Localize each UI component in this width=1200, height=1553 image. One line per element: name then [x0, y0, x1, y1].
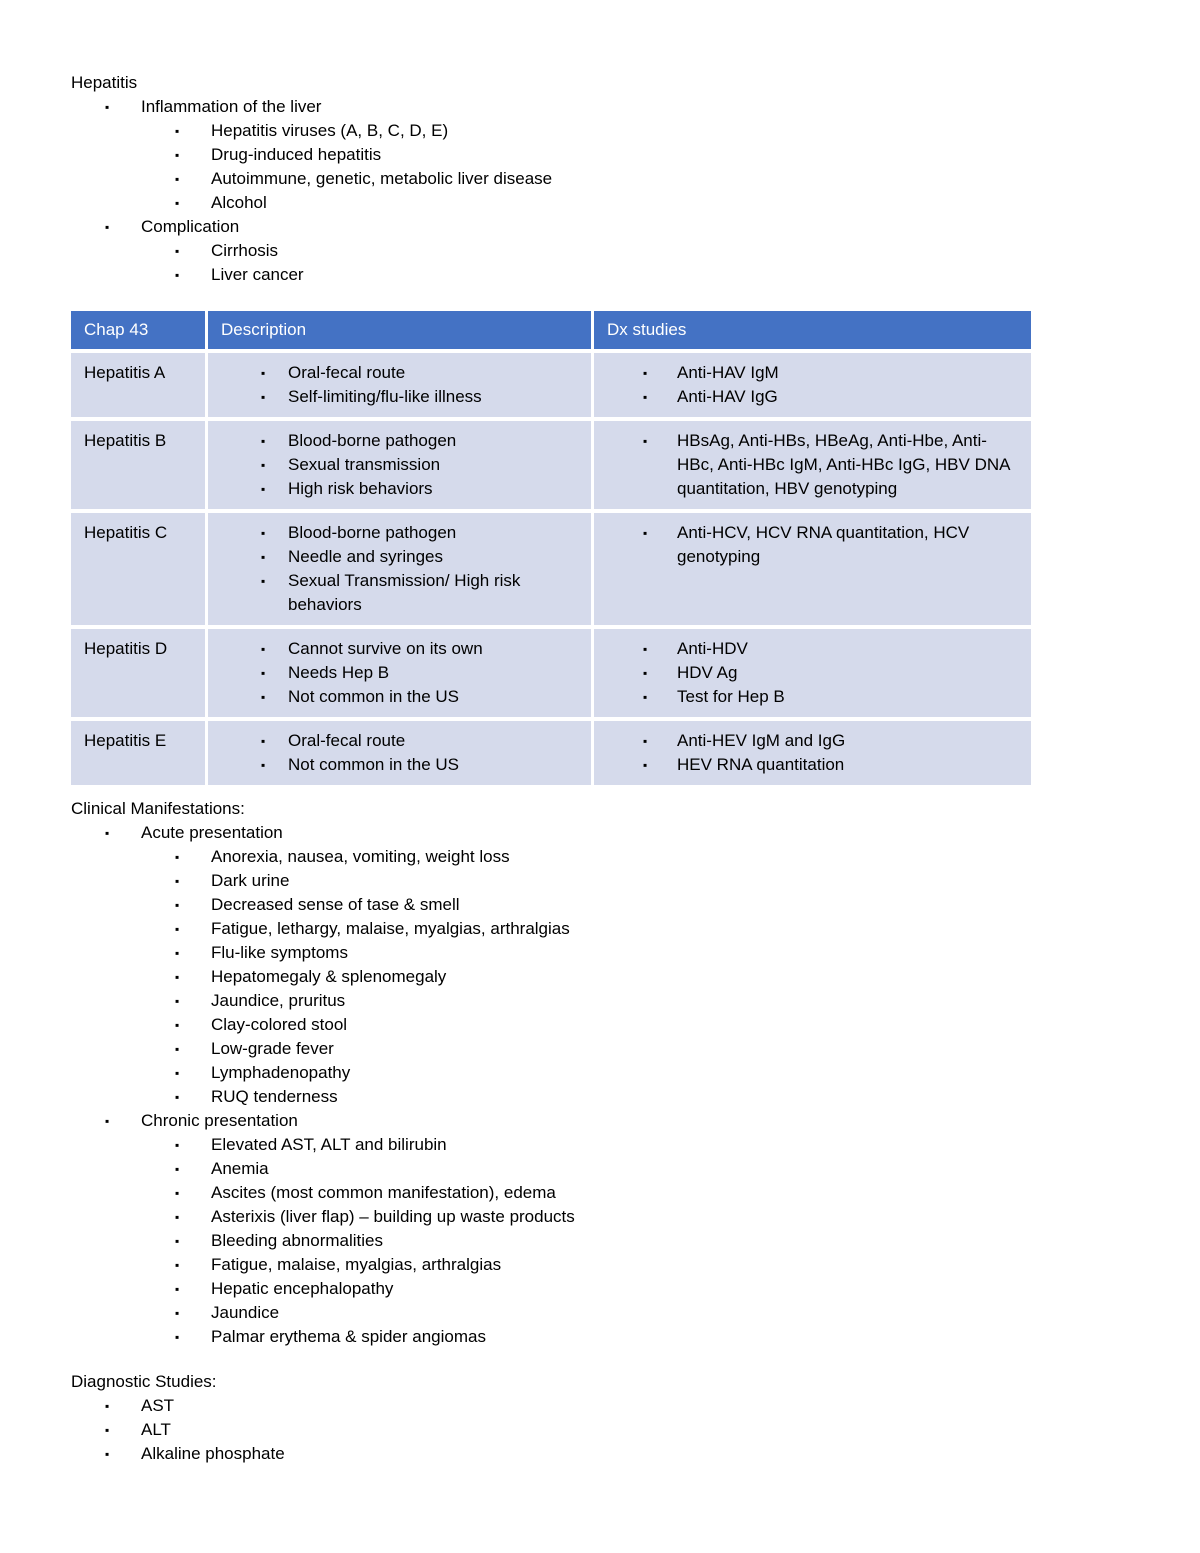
- list-item-label: Anti-HAV IgM: [677, 363, 779, 382]
- table-row: [71, 513, 1031, 629]
- bullet-icon: ▪: [643, 690, 648, 704]
- bullet-icon: ▪: [643, 390, 648, 404]
- description-cell: [208, 421, 594, 513]
- list-item-label: Hepatitis viruses (A, B, C, D, E): [211, 121, 449, 140]
- list-item: [221, 385, 579, 409]
- column-header-chap: Chap 43: [71, 311, 208, 353]
- bullet-icon: ▪: [175, 1258, 180, 1272]
- bullet-icon: ▪: [261, 734, 266, 748]
- bullet-icon: ▪: [261, 642, 266, 656]
- list-item-label: AST: [141, 1396, 175, 1415]
- list-item-label: Elevated AST, ALT and bilirubin: [211, 1135, 447, 1154]
- diagnostic-section: [71, 1370, 1031, 1466]
- list-item: [141, 263, 1031, 287]
- list-item-label: HDV Ag: [677, 663, 738, 682]
- list-item-label: Alkaline phosphate: [141, 1444, 285, 1463]
- diagnostic-title: Diagnostic Studies:: [71, 1372, 217, 1391]
- list-item-label: Hepatic encephalopathy: [211, 1279, 394, 1298]
- bullet-icon: ▪: [175, 1018, 180, 1032]
- list-item: [141, 869, 1031, 893]
- list-item-label: Alcohol: [211, 193, 267, 212]
- list-item-label: Not common in the US: [288, 687, 460, 706]
- list-item: [141, 941, 1031, 965]
- list-item: [607, 521, 1019, 569]
- bullet-icon: ▪: [175, 874, 180, 888]
- list-item-label: Sexual transmission: [288, 455, 441, 474]
- list-item: [221, 361, 579, 385]
- description-cell: [208, 721, 594, 789]
- list-item: [71, 1418, 1031, 1442]
- list-item-label: Needs Hep B: [288, 663, 390, 682]
- bullet-icon: ▪: [175, 244, 180, 258]
- bullet-icon: ▪: [175, 268, 180, 282]
- bullet-icon: ▪: [105, 826, 110, 840]
- list-item: [141, 1037, 1031, 1061]
- bullet-icon: ▪: [261, 434, 266, 448]
- list-item-label: Oral-fecal route: [288, 731, 406, 750]
- row-name: Hepatitis E: [71, 721, 208, 789]
- bullet-icon: ▪: [261, 390, 266, 404]
- list-item: [607, 661, 1019, 685]
- list-item: [141, 239, 1031, 263]
- bullet-icon: ▪: [105, 220, 110, 234]
- list-item: [607, 753, 1019, 777]
- list-item-label: Flu-like symptoms: [211, 943, 348, 962]
- list-item-label: HBsAg, Anti-HBs, HBeAg, Anti-Hbe, Anti-HBc, Anti-HBc IgM, Anti-HBc IgG, HBV DNA quantitation, HBV genotyping: [677, 431, 1010, 498]
- bullet-icon: ▪: [175, 1306, 180, 1320]
- hepatitis-title: Hepatitis: [71, 73, 138, 92]
- list-item-label: Fatigue, malaise, myalgias, arthralgias: [211, 1255, 502, 1274]
- list-item: [221, 521, 579, 545]
- bullet-icon: ▪: [261, 666, 266, 680]
- bullet-icon: ▪: [643, 758, 648, 772]
- bullet-icon: ▪: [261, 366, 266, 380]
- list-item: [71, 821, 1031, 1109]
- list-item-label: ALT: [141, 1420, 171, 1439]
- bullet-icon: ▪: [175, 1330, 180, 1344]
- bullet-icon: ▪: [175, 196, 180, 210]
- list-item-label: Ascites (most common manifestation), edema: [211, 1183, 556, 1202]
- list-item-label: Dark urine: [211, 871, 290, 890]
- bullet-icon: ▪: [261, 458, 266, 472]
- bullet-icon: ▪: [175, 922, 180, 936]
- list-item-label: Anti-HEV IgM and IgG: [677, 731, 846, 750]
- bullet-icon: ▪: [175, 124, 180, 138]
- list-item-label: Palmar erythema & spider angiomas: [211, 1327, 486, 1346]
- list-item: [141, 1205, 1031, 1229]
- bullet-icon: ▪: [643, 666, 648, 680]
- list-item-label: Decreased sense of tase & smell: [211, 895, 460, 914]
- row-name: Hepatitis C: [71, 513, 208, 629]
- dx-cell: [594, 353, 1031, 421]
- list-item: [141, 1061, 1031, 1085]
- row-name: Hepatitis B: [71, 421, 208, 513]
- list-item: [607, 429, 1019, 501]
- clinical-section: [71, 797, 1031, 1349]
- bullet-icon: ▪: [643, 642, 648, 656]
- list-item: [141, 143, 1031, 167]
- list-item: [141, 989, 1031, 1013]
- row-name: Hepatitis A: [71, 353, 208, 421]
- list-item: [141, 191, 1031, 215]
- bullet-icon: ▪: [175, 148, 180, 162]
- list-item: [221, 545, 579, 569]
- list-item: [221, 685, 579, 709]
- dx-cell: [594, 421, 1031, 513]
- list-item: [221, 429, 579, 453]
- row-name: Hepatitis D: [71, 629, 208, 721]
- description-cell: [208, 513, 594, 629]
- bullet-icon: ▪: [261, 574, 266, 588]
- list-item-label: Anti-HDV: [677, 639, 748, 658]
- bullet-icon: ▪: [175, 1042, 180, 1056]
- clinical-list: [71, 821, 1031, 1349]
- list-item-label: Fatigue, lethargy, malaise, myalgias, arthralgias: [211, 919, 570, 938]
- list-item-label: Acute presentation: [141, 823, 283, 842]
- list-item: [141, 167, 1031, 191]
- diagnostic-list: [71, 1394, 1031, 1466]
- list-item-label: Anemia: [211, 1159, 269, 1178]
- bullet-icon: ▪: [175, 1186, 180, 1200]
- list-item-label: Anti-HCV, HCV RNA quantitation, HCV genotyping: [677, 523, 970, 566]
- list-item: [141, 1013, 1031, 1037]
- column-header-description: Description: [208, 311, 594, 353]
- list-item-label: High risk behaviors: [288, 479, 433, 498]
- table-row: [71, 421, 1031, 513]
- list-item-label: Chronic presentation: [141, 1111, 298, 1130]
- table-header-row: [71, 311, 1031, 353]
- list-item: [141, 1157, 1031, 1181]
- list-item-label: Jaundice, pruritus: [211, 991, 346, 1010]
- list-item: [607, 637, 1019, 661]
- list-item: [141, 1133, 1031, 1157]
- description-cell: [208, 353, 594, 421]
- list-item: [141, 1301, 1031, 1325]
- list-item-label: Blood-borne pathogen: [288, 431, 457, 450]
- list-item: [141, 1085, 1031, 1109]
- list-item: [141, 1229, 1031, 1253]
- list-item-label: Cannot survive on its own: [288, 639, 483, 658]
- bullet-icon: ▪: [105, 1447, 110, 1461]
- list-item: [221, 637, 579, 661]
- list-item-label: Bleeding abnormalities: [211, 1231, 383, 1250]
- list-item: [607, 685, 1019, 709]
- table-row: [71, 721, 1031, 789]
- list-item: [221, 753, 579, 777]
- bullet-icon: ▪: [105, 100, 110, 114]
- list-item: [141, 1181, 1031, 1205]
- list-item-label: Not common in the US: [288, 755, 460, 774]
- list-item: [607, 361, 1019, 385]
- list-item-label: Clay-colored stool: [211, 1015, 348, 1034]
- hepatitis-list: [71, 95, 1031, 287]
- hepatitis-table: [71, 311, 1031, 789]
- bullet-icon: ▪: [175, 1210, 180, 1224]
- list-item-label: Anorexia, nausea, vomiting, weight loss: [211, 847, 510, 866]
- list-item: [141, 1253, 1031, 1277]
- dx-cell: [594, 721, 1031, 789]
- list-item-label: Asterixis (liver flap) – building up waste products: [211, 1207, 575, 1226]
- list-item: [607, 385, 1019, 409]
- list-item: [71, 1442, 1031, 1466]
- list-item: [71, 1109, 1031, 1349]
- bullet-icon: ▪: [175, 850, 180, 864]
- list-item-label: Needle and syringes: [288, 547, 443, 566]
- list-item: [221, 661, 579, 685]
- bullet-icon: ▪: [175, 1234, 180, 1248]
- bullet-icon: ▪: [175, 1066, 180, 1080]
- list-item-label: Inflammation of the liver: [141, 97, 322, 116]
- list-item: [71, 95, 1031, 215]
- bullet-icon: ▪: [643, 434, 648, 448]
- list-item-label: Sexual Transmission/ High risk behaviors: [288, 571, 521, 614]
- description-cell: [208, 629, 594, 721]
- bullet-icon: ▪: [261, 526, 266, 540]
- list-item: [221, 477, 579, 501]
- bullet-icon: ▪: [175, 1282, 180, 1296]
- list-item: [141, 893, 1031, 917]
- column-header-dx-studies: Dx studies: [594, 311, 1031, 353]
- list-item: [141, 845, 1031, 869]
- bullet-icon: ▪: [105, 1114, 110, 1128]
- list-item-label: Low-grade fever: [211, 1039, 334, 1058]
- list-item: [141, 1277, 1031, 1301]
- list-item: [141, 965, 1031, 989]
- list-item-label: Self-limiting/flu-like illness: [288, 387, 482, 406]
- list-item-label: Test for Hep B: [677, 687, 785, 706]
- table-row: [71, 629, 1031, 721]
- list-item-label: Cirrhosis: [211, 241, 279, 260]
- list-item: [607, 729, 1019, 753]
- list-item: [141, 1325, 1031, 1349]
- bullet-icon: ▪: [261, 550, 266, 564]
- list-item-label: Hepatomegaly & splenomegaly: [211, 967, 447, 986]
- clinical-title: Clinical Manifestations:: [71, 799, 245, 818]
- bullet-icon: ▪: [175, 1090, 180, 1104]
- list-item: [221, 729, 579, 753]
- list-item: [141, 917, 1031, 941]
- list-item-label: Complication: [141, 217, 240, 236]
- list-item-label: Liver cancer: [211, 265, 304, 284]
- list-item: [141, 119, 1031, 143]
- bullet-icon: ▪: [261, 690, 266, 704]
- bullet-icon: ▪: [175, 970, 180, 984]
- hepatitis-section: [71, 71, 1031, 287]
- bullet-icon: ▪: [175, 994, 180, 1008]
- dx-cell: [594, 629, 1031, 721]
- bullet-icon: ▪: [261, 482, 266, 496]
- bullet-icon: ▪: [105, 1399, 110, 1413]
- list-item-label: Jaundice: [211, 1303, 280, 1322]
- list-item-label: Anti-HAV IgG: [677, 387, 778, 406]
- list-item: [71, 215, 1031, 287]
- bullet-icon: ▪: [175, 172, 180, 186]
- bullet-icon: ▪: [175, 1138, 180, 1152]
- table-row: [71, 353, 1031, 421]
- bullet-icon: ▪: [175, 946, 180, 960]
- bullet-icon: ▪: [105, 1423, 110, 1437]
- bullet-icon: ▪: [643, 366, 648, 380]
- list-item-label: Lymphadenopathy: [211, 1063, 351, 1082]
- list-item: [221, 569, 579, 617]
- list-item-label: Blood-borne pathogen: [288, 523, 457, 542]
- bullet-icon: ▪: [643, 526, 648, 540]
- bullet-icon: ▪: [643, 734, 648, 748]
- list-item: [71, 1394, 1031, 1418]
- list-item-label: Autoimmune, genetic, metabolic liver disease: [211, 169, 553, 188]
- bullet-icon: ▪: [175, 1162, 180, 1176]
- bullet-icon: ▪: [175, 898, 180, 912]
- list-item-label: Oral-fecal route: [288, 363, 406, 382]
- list-item: [221, 453, 579, 477]
- list-item-label: HEV RNA quantitation: [677, 755, 845, 774]
- list-item-label: Drug-induced hepatitis: [211, 145, 382, 164]
- dx-cell: [594, 513, 1031, 629]
- bullet-icon: ▪: [261, 758, 266, 772]
- list-item-label: RUQ tenderness: [211, 1087, 338, 1106]
